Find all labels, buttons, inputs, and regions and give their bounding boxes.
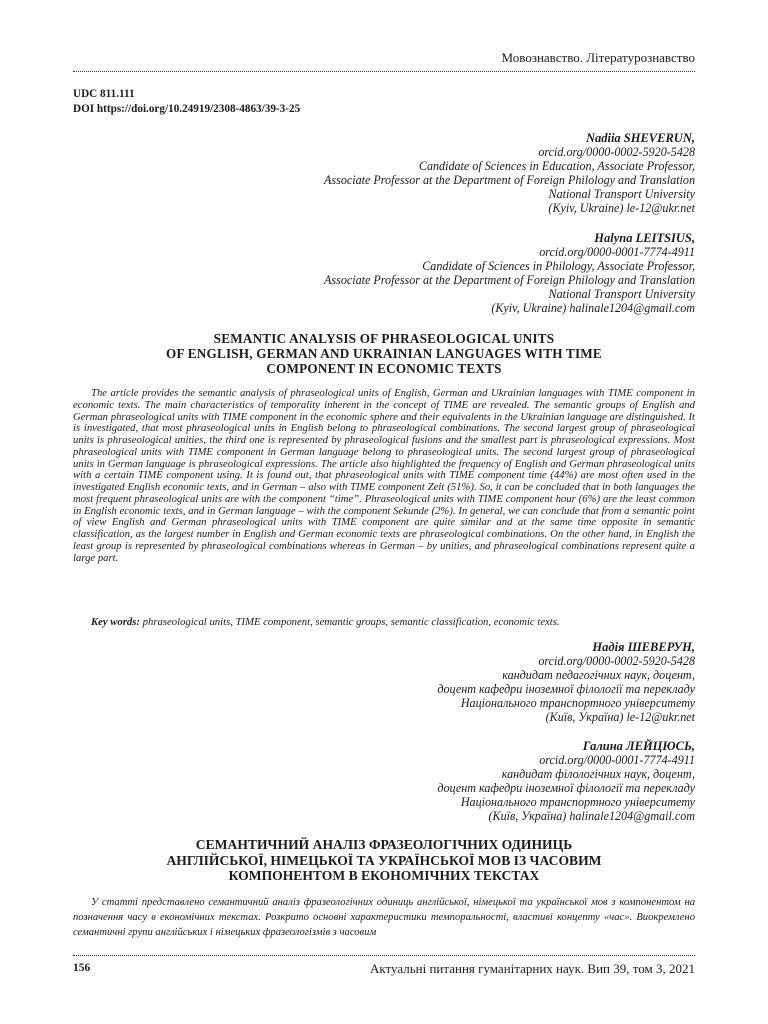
author-position: Associate Professor at the Department of Foreign Philology and Translation [324, 273, 695, 288]
article-meta [73, 87, 300, 116]
article-title-uk [73, 837, 695, 884]
author-location-email: (Київ, Україна) le-12@ukr.net [545, 710, 695, 725]
author-name: Надія ШЕВЕРУН, [592, 640, 695, 654]
author-name: Nadiia SHEVERUN, [585, 131, 695, 145]
running-header: Мовознавство. Літературознавство [501, 50, 695, 65]
author-name: Halyna LEITSIUS, [594, 231, 695, 245]
title-line: АНГЛІЙСЬКОЇ, НІМЕЦЬКОЇ ТА УКРАЇНСЬКОЇ МОВ ІЗ ЧАСОВИМ [166, 852, 602, 868]
author-block-en-2 [324, 231, 695, 316]
keywords-en [73, 616, 695, 628]
abstract-uk: У статті представлено семантичний аналіз фразеологічних одиниць англійської, німецької та української мов з компонентом на позначення часу в економічних текстах. Розкрито основні характеристики темпоральності, властиві концепту «час». Виокремлено семантичні групи англійських і німецьких фразеологізмів з часовим [73, 897, 695, 938]
author-university: Національного транспортного університету [460, 795, 695, 810]
footer-divider [73, 955, 695, 956]
author-degree: Candidate of Sciences in Philology, Associate Professor, [422, 259, 695, 274]
title-line: СЕМАНТИЧНИЙ АНАЛІЗ ФРАЗЕОЛОГІЧНИХ ОДИНИЦЬ [195, 837, 573, 852]
author-orcid[interactable]: orcid.org/0000-0002-5920-5428 [538, 145, 695, 160]
author-position: доцент кафедри іноземної філології та перекладу [437, 682, 695, 697]
title-line: OF ENGLISH, GERMAN AND UKRAINIAN LANGUAGES WITH TIME [166, 346, 602, 361]
author-degree: кандидат філологічних наук, доцент, [501, 767, 695, 782]
author-university: National Transport University [548, 287, 695, 302]
keywords-label: Key words: [91, 616, 140, 628]
author-orcid[interactable]: orcid.org/0000-0002-5920-5428 [538, 654, 695, 669]
author-location-email: (Kyiv, Ukraine) le-12@ukr.net [548, 201, 695, 216]
author-block-uk-2 [437, 739, 695, 824]
author-position: доцент кафедри іноземної філології та перекладу [437, 781, 695, 796]
author-location-email: (Kyiv, Ukraine) halinale1204@gmail.com [491, 301, 695, 316]
author-university: Національного транспортного університету [460, 696, 695, 711]
udc-code: UDC 811.111 [73, 88, 135, 100]
author-university: National Transport University [548, 187, 695, 202]
header-divider [73, 71, 695, 72]
author-name: Галина ЛЕЙЦЮСЬ, [582, 739, 695, 753]
article-title-en [73, 331, 695, 376]
title-line: COMPONENT IN ECONOMIC TEXTS [266, 361, 502, 376]
author-orcid[interactable]: orcid.org/0000-0001-7774-4911 [539, 753, 695, 768]
title-line: КОМПОНЕНТОМ В ЕКОНОМІЧНИХ ТЕКСТАХ [228, 868, 540, 883]
journal-page [73, 0, 695, 1024]
author-block-uk-1 [437, 640, 695, 725]
author-degree: кандидат педагогічних наук, доцент, [502, 668, 695, 683]
author-degree: Candidate of Sciences in Education, Associate Professor, [418, 159, 695, 174]
author-orcid[interactable]: orcid.org/0000-0001-7774-4911 [539, 245, 695, 260]
author-position: Associate Professor at the Department of Foreign Philology and Translation [324, 173, 695, 188]
author-location-email: (Київ, Україна) halinale1204@gmail.com [488, 809, 695, 824]
author-block-en-1 [324, 131, 695, 216]
footer-journal-title: Актуальні питання гуманітарних наук. Вип 39, том 3, 2021 [369, 961, 695, 976]
keywords-text: phraseological units, TIME component, semantic groups, semantic classification, economic texts. [142, 616, 560, 628]
title-line: SEMANTIC ANALYSIS OF PHRASEOLOGICAL UNITS [213, 331, 555, 346]
page-number: 156 [73, 962, 91, 974]
doi-link[interactable]: DOI https://doi.org/10.24919/2308-4863/39-3-25 [73, 102, 301, 115]
abstract-en: The article provides the semantic analysis of phraseological units of English, German and Ukrainian languages with TIME component in economic texts. The main characteristics of temporality inherent in the concept of TIME are revealed. The semantic groups of English and German phraseological units with TIME component in the economic sphere and their equivalents in the Ukrainian language are distinguished. It is investigated, that most phraseological units in English belong to phraseological combinations. The second largest group of phraseological units is phraseological unities, the third one is represented by phraseological fusions and the smallest part is phraseological expressions. Most phraseological units with TIME component in German language belong to phraseological units. The second largest group of phraseological units in German language is phraseological expressions. The article also highlighted the frequency of English and German phraseological units with a certain TIME component using. It is found out, that phraseological units with TIME component time (44%) are most often used in the investigated English economic texts, and in German – also with TIME component Zeit (51%). So, it can be concluded that in both languages the most frequent phraseological units are with the component “time”. Phraseological units with TIME component hour (6%) are the least common in English economic texts, and in German language – with the component Sekunde (2%). In general, we can conclude that from a semantic point of view English and German phraseological units with TIME component are quite similar and at the same time opposite in semantic classification, as the largest number in English and German economic texts are phraseological combinations. On the other hand, in English the least group is represented by phraseological combinations whereas in German – by unities, and phraseological combinations represent quite a large part. [73, 387, 695, 564]
